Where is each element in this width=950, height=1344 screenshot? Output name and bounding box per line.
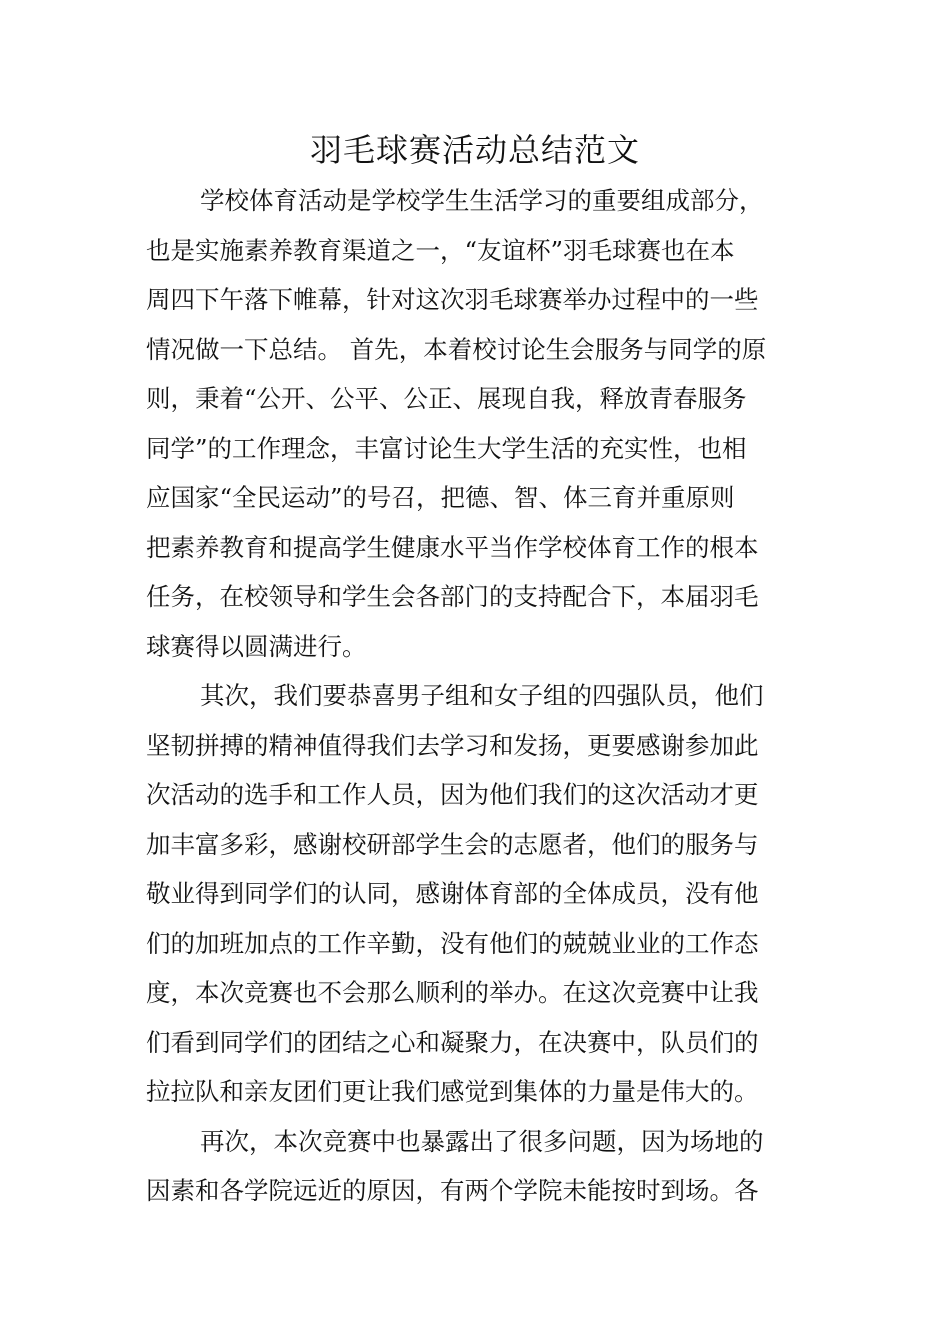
paragraph-3 — [146, 1117, 808, 1216]
text-line: 度，本次竞赛也不会那么顺利的举办。在这次竞赛中让我 — [146, 978, 759, 1007]
paragraph-1 — [146, 176, 808, 671]
text-line: 学校体育活动是学校学生生活学习的重要组成部分， — [200, 186, 764, 215]
text-line: 同学”的工作理念，丰富讨论生大学生活的充实性，也相 — [146, 433, 747, 463]
text-line: 加丰富多彩，感谢校研部学生会的志愿者，他们的服务与 — [146, 829, 759, 859]
text-line: 球赛得以圆满进行。 — [146, 631, 367, 661]
text-line: 也是实施素养教育渠道之一，“友谊杯”羽毛球赛也在本 — [146, 235, 735, 265]
text-line: 拉拉队和亲友团们更让我们感觉到集体的力量是伟大的。 — [146, 1077, 759, 1106]
text-line: 周四下午落下帷幕，针对这次羽毛球赛举办过程中的一些 — [146, 285, 759, 314]
text-line: 们的加班加点的工作辛勤，没有他们的兢兢业业的工作态 — [146, 928, 759, 958]
text-line: 次活动的选手和工作人员，因为他们我们的这次活动才更 — [146, 780, 759, 809]
text-line: 坚韧拼搏的精神值得我们去学习和发扬，更要感谢参加此 — [146, 730, 759, 760]
paragraph-2 — [146, 671, 808, 1117]
text-line: 应国家“全民运动”的号召，把德、智、体三育并重原则 — [146, 483, 735, 512]
text-line: 们看到同学们的团结之心和凝聚力，在决赛中，队员们的 — [146, 1027, 759, 1057]
text-line: 其次，我们要恭喜男子组和女子组的四强队员，他们 — [200, 681, 764, 710]
text-line: 则，秉着“公开、公平、公正、展现自我，释放青春服务 — [146, 384, 747, 413]
text-line: 任务，在校领导和学生会各部门的支持配合下，本届羽毛 — [146, 582, 759, 611]
text-line: 敬业得到同学们的认同，感谢体育部的全体成员，没有他 — [146, 879, 759, 908]
document-title: 羽毛球赛活动总结范文 — [309, 131, 640, 169]
text-line: 情况做一下总结。 首先，本着校讨论生会服务与同学的原 — [146, 334, 767, 364]
text-line: 把素养教育和提高学生健康水平当作学校体育工作的根本 — [146, 532, 759, 562]
text-line: 再次，本次竞赛中也暴露出了很多问题，因为场地的 — [200, 1126, 764, 1156]
document-body — [146, 176, 808, 1216]
text-line: 因素和各学院远近的原因，有两个学院未能按时到场。各 — [146, 1176, 759, 1205]
